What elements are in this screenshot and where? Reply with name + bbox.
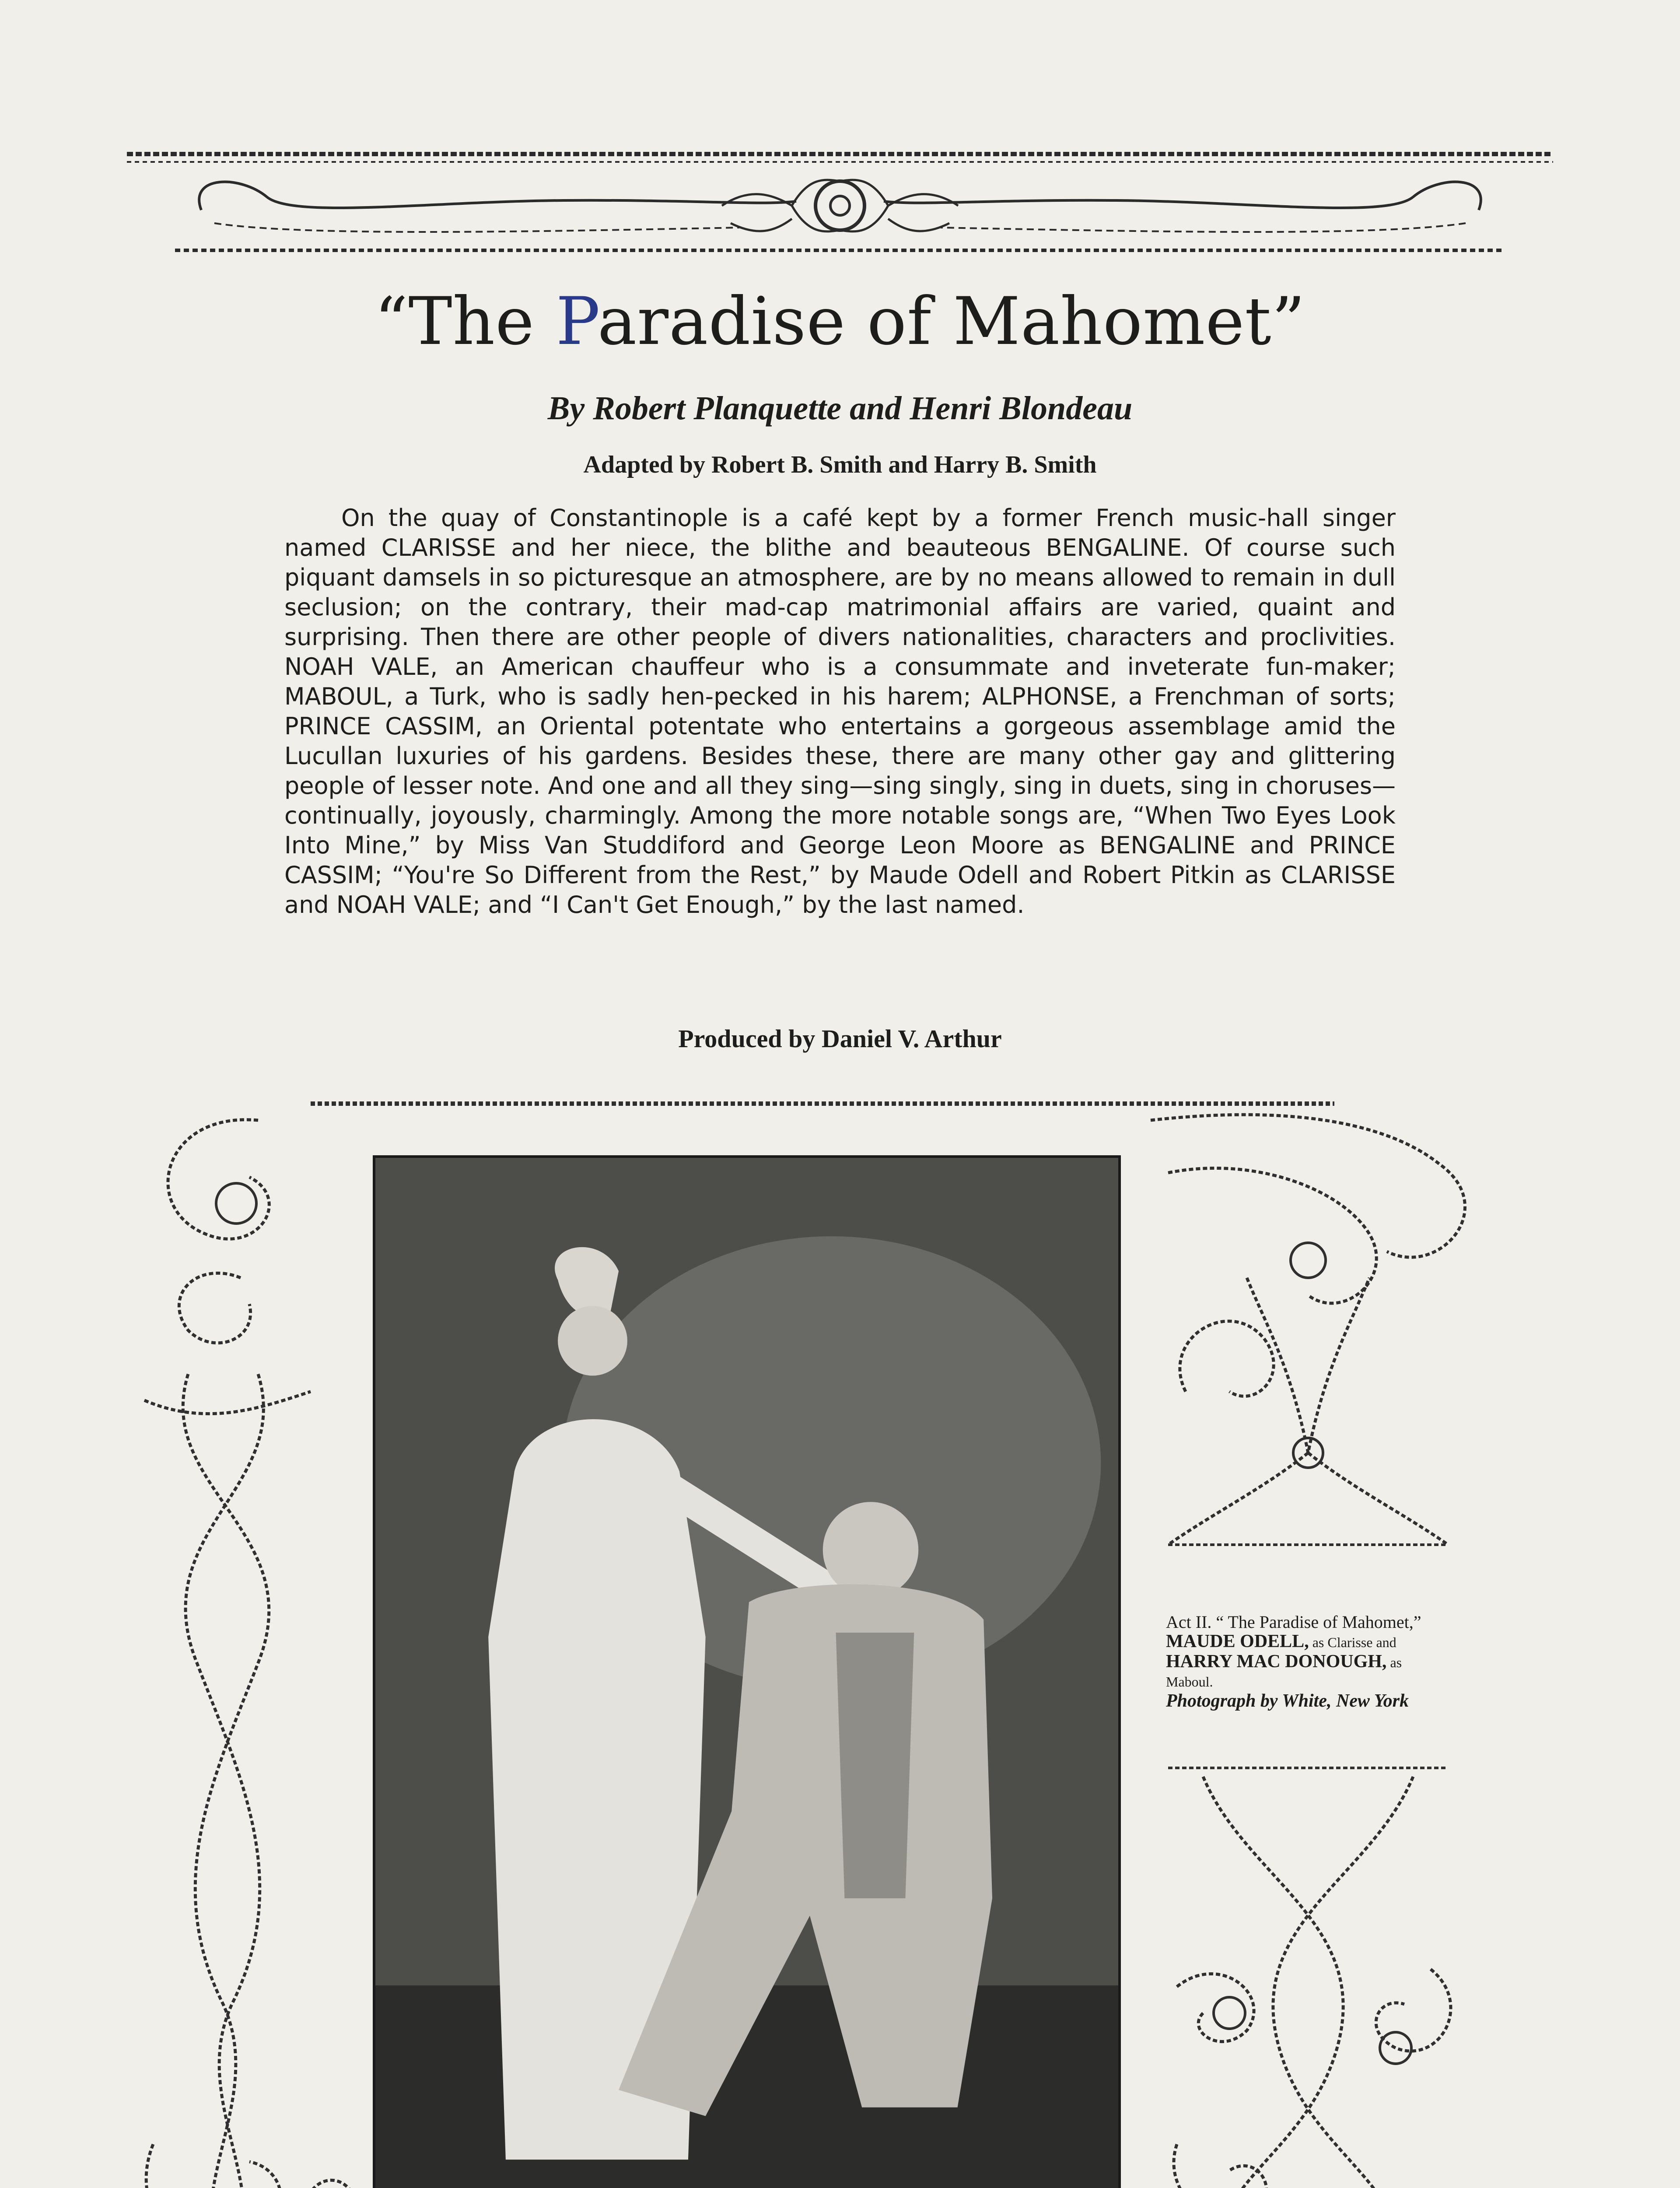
caption-line-1: Act II. “ The Paradise of Mahomet,” bbox=[1166, 1612, 1421, 1632]
title-close-quote: ” bbox=[1271, 284, 1306, 360]
caption-name-2: HARRY MAC DONOUGH, bbox=[1166, 1652, 1387, 1672]
caption-name-1: MAUDE ODELL, bbox=[1166, 1631, 1309, 1652]
caption-role-1: as Clarisse and bbox=[1309, 1634, 1396, 1650]
caption-role-2: as bbox=[1386, 1655, 1402, 1670]
title-part-2: aradise of Mahomet bbox=[597, 284, 1272, 360]
produced-by: Produced by Daniel V. Arthur bbox=[678, 1024, 1002, 1053]
photo-caption bbox=[1166, 1613, 1525, 1711]
title-part-1: The bbox=[408, 284, 556, 360]
caption-role-3: Maboul. bbox=[1166, 1674, 1213, 1690]
photo-credit: Photograph by White, New York bbox=[1166, 1691, 1409, 1711]
header-ornament bbox=[127, 149, 1553, 263]
byline: By Robert Planquette and Henri Blondeau bbox=[547, 390, 1133, 427]
page-title bbox=[0, 284, 1680, 360]
stage-photograph bbox=[373, 1155, 1121, 2188]
synopsis-paragraph: On the quay of Constantinople is a café kept by a former French music-hall singer named CLARISSE and her niece, the blithe and beauteous BENGALINE. Of course such piquant damsels in so picturesque an atmosphere, are by no means allowed to remain in dull seclusion; on the contrary, their mad-cap matrimonial affairs are varied, quaint and surprising. Then there are other people of divers nationalities, characters and proclivities. NOAH VALE, an American chauffeur who is a consummate and inveterate fun-maker; MABOUL, a Turk, who is sadly hen-pecked in his harem; ALPHONSE, a Frenchman of sorts; PRINCE CASSIM, an Oriental potentate who entertains a gorgeous assemblage amid the Lucullan luxuries of his gardens. Besides these, there are many other gay and glittering people of lesser note. And one and all they sing—sing singly, sing in duets, sing in choruses—continually, joyously, charmingly. Among the more notable songs are, “When Two Eyes Look Into Mine,” by Miss Van Studdiford and George Leon Moore as BENGALINE and PRINCE CASSIM; “You're So Different from the Rest,” by Maude Odell and Robert Pitkin as CLARISSE and NOAH VALE; and “I Can't Get Enough,” by the last named. bbox=[284, 504, 1396, 919]
photograph-scene bbox=[375, 1158, 1118, 2188]
title-open-quote: “ bbox=[374, 284, 409, 360]
adapted-by: Adapted by Robert B. Smith and Harry B. Smith bbox=[583, 451, 1097, 478]
title-highlight-letter: P bbox=[556, 284, 598, 360]
